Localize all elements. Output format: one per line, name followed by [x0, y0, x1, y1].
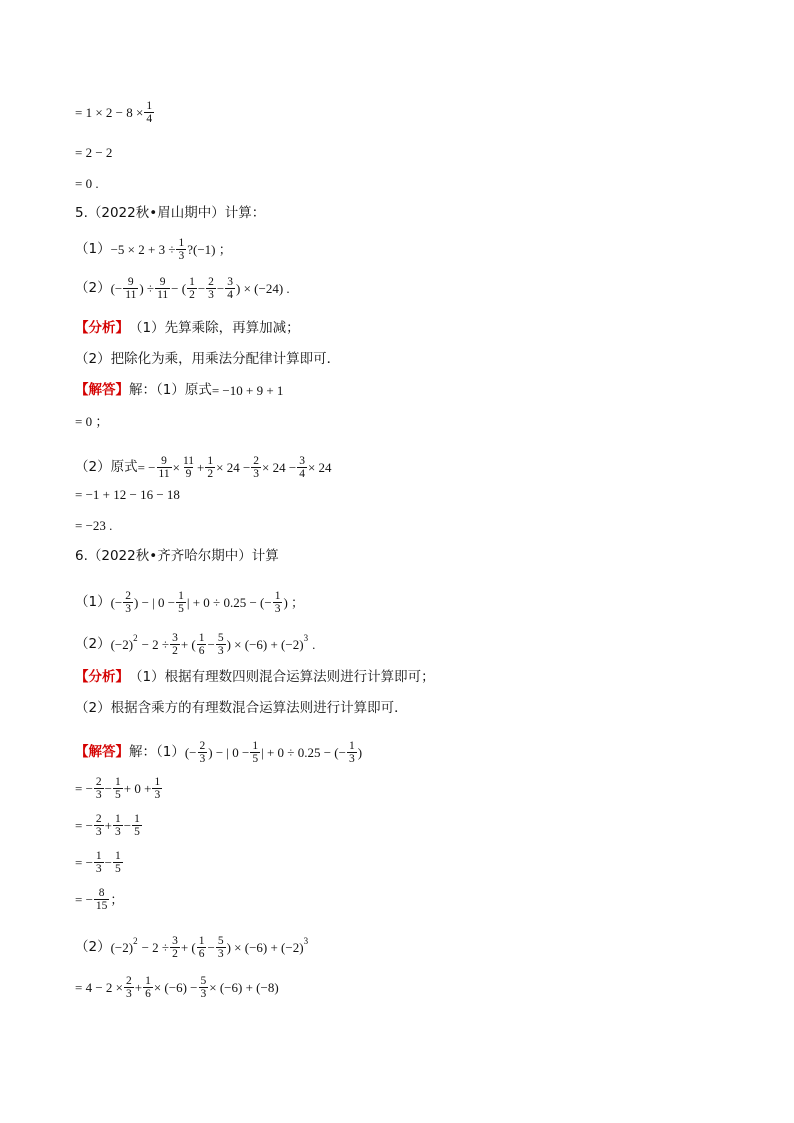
fraction [216, 632, 226, 657]
expr-text: = − [75, 818, 93, 834]
fraction [187, 276, 197, 301]
numerator: 1 [178, 590, 184, 602]
numerator: 9 [159, 276, 166, 288]
analysis-text: （1）先算乘除，再算加减； [129, 320, 300, 336]
exponent: 2 [133, 936, 138, 947]
expr-text: (− [110, 595, 123, 611]
expr-text: × (−6) − [153, 980, 198, 996]
q6-analysis-1 [75, 671, 435, 685]
expr-text: ) − | 0 − [208, 745, 250, 761]
expr-text: = −10 + 9 + 1 [211, 383, 284, 399]
expr-text: . [312, 637, 316, 653]
q5-title: 5.（2022秋•眉山期中）计算： [75, 205, 266, 221]
denominator: 6 [198, 948, 205, 961]
q5-answer-4: = −1 + 12 − 16 − 18 [75, 487, 180, 502]
denominator: 4 [146, 113, 153, 126]
answer-text: 解：（1） [129, 743, 185, 760]
numerator: 1 [274, 590, 281, 602]
prev-line-1 [75, 100, 155, 125]
expr-text: = − [137, 460, 156, 476]
numerator: 2 [253, 455, 260, 467]
fraction [123, 590, 133, 615]
expr-text: (−2) [110, 940, 134, 956]
expr-text: − [207, 940, 215, 956]
fraction [94, 776, 104, 801]
q5-answer-5: = −23 . [75, 518, 113, 533]
expr-text: = − [75, 855, 93, 871]
numerator: 1 [252, 740, 259, 752]
fraction [251, 455, 261, 480]
denominator: 5 [252, 753, 259, 766]
expr-text: − [197, 281, 206, 297]
denominator: 3 [178, 250, 185, 263]
q5-part2 [75, 276, 290, 301]
fraction [113, 850, 123, 875]
q6-answer-4 [75, 850, 124, 875]
fraction [225, 276, 235, 301]
denominator: 6 [198, 645, 205, 658]
fraction [157, 455, 172, 480]
expr-text: ； [110, 892, 124, 908]
q6-answer-6 [75, 935, 308, 960]
numerator: 1 [178, 237, 185, 249]
numerator: 1 [146, 100, 153, 112]
denominator: 4 [299, 468, 305, 481]
q5-answer-2: = 0 ； [75, 414, 109, 429]
answer-tag: 【解答】 [75, 382, 129, 398]
denominator: 5 [115, 789, 121, 802]
expr-text: + [104, 818, 113, 834]
part-label: （2）原式 [75, 458, 138, 475]
numerator: 1 [145, 975, 151, 987]
expr-text: = − [75, 781, 93, 797]
q5-analysis-1 [75, 322, 300, 336]
denominator: 3 [208, 289, 214, 302]
denominator: 15 [95, 900, 108, 913]
q6-answer-1 [75, 740, 362, 765]
expr-text: + [197, 460, 205, 476]
denominator: 4 [227, 289, 233, 302]
denominator: 6 [145, 988, 151, 1001]
expr-text: (− [184, 745, 197, 761]
numerator: 3 [172, 935, 178, 947]
expr-text: − ( [171, 281, 187, 297]
numerator: 1 [115, 776, 121, 788]
fraction [198, 740, 208, 765]
numerator: 2 [95, 776, 102, 788]
fraction [94, 887, 110, 912]
fraction [206, 276, 216, 301]
numerator: 2 [199, 740, 206, 752]
numerator: 3 [227, 276, 233, 288]
fraction [113, 776, 123, 801]
expr-text: + [134, 980, 143, 996]
expr-text: ) ； [283, 595, 305, 611]
numerator: 5 [217, 935, 224, 947]
denominator: 2 [172, 645, 178, 658]
denominator: 3 [154, 789, 161, 802]
expr-text: ) − | 0 − [134, 595, 176, 611]
expr-text: − [104, 781, 113, 797]
fraction [197, 632, 207, 657]
denominator: 11 [125, 289, 137, 302]
q6-answer-5 [75, 887, 123, 912]
expr-text: × [172, 460, 180, 476]
expr-text: − 2 ÷ [141, 637, 170, 653]
numerator: 1 [198, 935, 205, 947]
denominator: 2 [207, 468, 214, 481]
expr-text: (−2) [110, 637, 134, 653]
numerator: 3 [299, 455, 305, 467]
analysis-tag: 【分析】 [75, 320, 129, 336]
q6-answer-7 [75, 975, 279, 1000]
numerator: 2 [208, 276, 214, 288]
fraction [144, 100, 154, 125]
denominator: 3 [253, 468, 260, 481]
expr-text: × 24 − [262, 460, 297, 476]
expr-text: × 24 − [216, 460, 251, 476]
q6-answer-3 [75, 813, 143, 838]
expr-text: = − [75, 892, 93, 908]
numerator: 1 [95, 850, 102, 862]
expr-text: −5 × 2 + 3 ÷ [110, 242, 176, 258]
fraction [155, 276, 170, 301]
numerator: 1 [134, 813, 140, 825]
q5-answer-1 [75, 384, 283, 398]
prev-line-2: = 2 − 2 [75, 145, 113, 160]
denominator: 3 [274, 603, 281, 616]
fraction [273, 590, 283, 615]
denominator: 9 [185, 468, 192, 481]
analysis-text: （1）根据有理数四则混合运算法则进行计算即可； [129, 669, 435, 685]
analysis-tag: 【分析】 [75, 669, 129, 685]
q5-analysis-2: （2）把除化为乘，用乘法分配律计算即可． [75, 351, 341, 367]
numerator: 5 [217, 632, 224, 644]
exponent: 2 [133, 633, 138, 644]
expr-text: | + 0 ÷ 0.25 − (− [186, 595, 272, 611]
denominator: 2 [172, 948, 178, 961]
fraction [170, 632, 180, 657]
prev-line-3: = 0 . [75, 176, 99, 191]
expr-text: × (−6) + (−8) [209, 980, 279, 996]
expr-text: + ( [180, 637, 196, 653]
denominator: 3 [217, 948, 224, 961]
numerator: 9 [127, 276, 134, 288]
denominator: 2 [189, 289, 195, 302]
numerator: 1 [154, 776, 161, 788]
denominator: 3 [125, 603, 132, 616]
fraction [181, 455, 196, 480]
part-label: （2） [75, 279, 111, 296]
q5-part1 [75, 237, 232, 262]
fraction [205, 455, 215, 480]
expr-text: − 2 ÷ [141, 940, 170, 956]
numerator: 3 [172, 632, 178, 644]
expr-text: + ( [180, 940, 196, 956]
q6-answer-2 [75, 776, 163, 801]
answer-tag: 【解答】 [75, 743, 129, 760]
numerator: 1 [189, 276, 195, 288]
denominator: 3 [217, 645, 224, 658]
expr-text: = 4 − 2 × [75, 980, 123, 996]
denominator: 11 [158, 468, 170, 481]
numerator: 5 [200, 975, 207, 987]
exponent: 3 [303, 633, 309, 644]
fraction [132, 813, 142, 838]
expr-text: − [123, 818, 132, 834]
numerator: 1 [115, 813, 121, 825]
denominator: 5 [115, 863, 121, 876]
denominator: 3 [199, 753, 206, 766]
part-label: （1） [75, 593, 111, 610]
expr-text: ) × (−6) + (−2) [226, 940, 304, 956]
numerator: 1 [207, 455, 214, 467]
fraction [113, 813, 123, 838]
fraction [176, 590, 186, 615]
expr-text: ) [357, 745, 363, 761]
denominator: 5 [178, 603, 184, 616]
expr-text: ) ÷ [139, 281, 155, 297]
expr-text: − [216, 281, 225, 297]
denominator: 3 [95, 863, 102, 876]
fraction [297, 455, 307, 480]
denominator: 3 [126, 988, 132, 1001]
part-label: （2） [75, 938, 111, 955]
numerator: 2 [95, 813, 102, 825]
expr-text: + 0 + [123, 781, 152, 797]
expr-text: − [207, 637, 215, 653]
fraction [143, 975, 153, 1000]
numerator: 2 [125, 590, 132, 602]
expr-text: ) × (−6) + (−2) [226, 637, 304, 653]
denominator: 3 [348, 753, 355, 766]
expr-text: (− [110, 281, 123, 297]
q6-part2 [75, 632, 315, 657]
q6-analysis-2: （2）根据含乘方的有理数混合运算法则进行计算即可． [75, 700, 408, 716]
numerator: 9 [161, 455, 167, 467]
expr-text: = 1 × 2 − 8 × [75, 105, 144, 121]
numerator: 11 [182, 455, 195, 467]
fraction [197, 935, 207, 960]
q6-title: 6.（2022秋•齐齐哈尔期中）计算 [75, 548, 279, 564]
numerator: 1 [115, 850, 121, 862]
part-label: （2） [75, 635, 111, 652]
fraction [123, 276, 138, 301]
expr-text: − [104, 855, 113, 871]
denominator: 11 [157, 289, 169, 302]
fraction [94, 850, 104, 875]
denominator: 3 [95, 826, 102, 839]
numerator: 8 [98, 887, 105, 899]
expr-text: ) × (−24) . [236, 281, 290, 297]
numerator: 2 [126, 975, 132, 987]
fraction [199, 975, 209, 1000]
numerator: 1 [348, 740, 355, 752]
denominator: 3 [200, 988, 207, 1001]
part-label: （1） [75, 240, 111, 257]
denominator: 5 [134, 826, 140, 839]
exponent: 3 [303, 936, 309, 947]
fraction [250, 740, 260, 765]
fraction [170, 935, 180, 960]
numerator: 1 [198, 632, 205, 644]
fraction [216, 935, 226, 960]
fraction [94, 813, 104, 838]
fraction [124, 975, 134, 1000]
fraction [152, 776, 162, 801]
q6-part1 [75, 590, 304, 615]
fraction [347, 740, 357, 765]
expr-text: | + 0 ÷ 0.25 − (− [261, 745, 346, 761]
denominator: 3 [115, 826, 121, 839]
q5-answer-3 [75, 455, 332, 480]
expr-text: ?(−1) ； [187, 242, 232, 258]
denominator: 3 [95, 789, 102, 802]
expr-text: × 24 [307, 460, 332, 476]
answer-text: 解：（1）原式 [129, 382, 212, 398]
fraction [176, 237, 186, 262]
